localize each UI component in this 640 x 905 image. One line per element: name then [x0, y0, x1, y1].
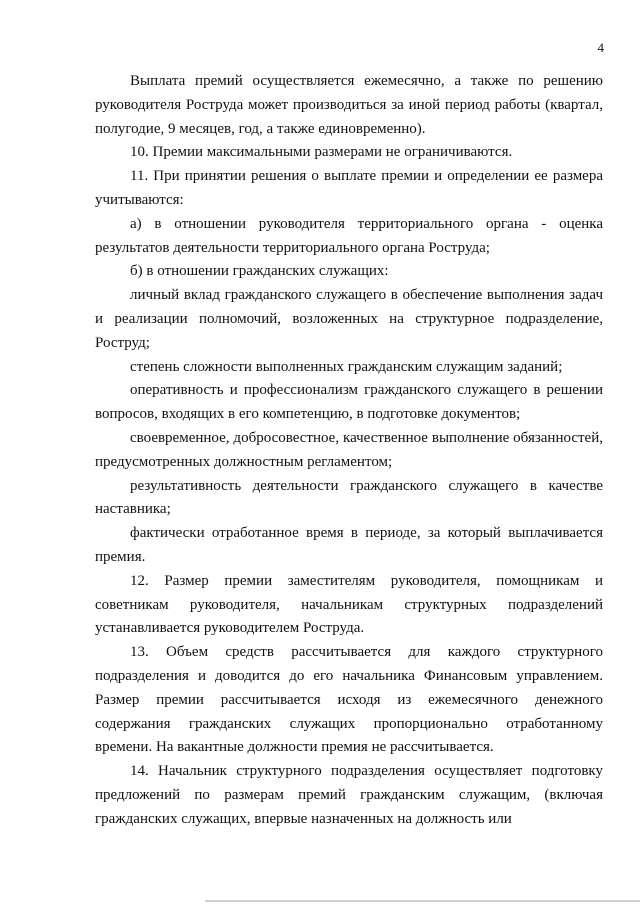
- criterion-personal-contribution: личный вклад гражданского служащего в обеспечение выполнения задач и реализации полномочий, возложенных на структурное подразделение, Роструд;: [95, 287, 603, 351]
- criterion-timeliness: своевременное, добросовестное, качественное выполнение обязанностей, предусмотренных должностным регламентом;: [95, 429, 603, 470]
- criterion-worked-time: фактически отработанное время в периоде, за который выплачивается премия.: [95, 525, 603, 565]
- paragraph-bonus-payment: Выплата премий осуществляется ежемесячно, а также по решению руководителя Роструда может производиться за иной период работы (квартал, полугодие, 9 месяцев, год, а также единовременно).: [95, 73, 603, 137]
- criterion-mentoring: результативность деятельности гражданского служащего в качестве наставника;: [95, 477, 603, 518]
- paragraph-11b: б) в отношении гражданских служащих:: [130, 263, 389, 280]
- paragraph-11: 11. При принятии решения о выплате премии и определении ее размера учитываются:: [95, 168, 603, 208]
- scan-edge-line: [205, 900, 640, 902]
- paragraph-12: 12. Размер премии заместителям руководителя, помощникам и советникам руководителя, начальникам структурных подразделений устанавливается руководителем Роструда.: [95, 572, 603, 637]
- criterion-efficiency: оперативность и профессионализм гражданского служащего в решении вопросов, входящих в его компетенцию, в подготовке документов;: [95, 382, 603, 423]
- document-body: [95, 70, 603, 832]
- page-number: 4: [597, 40, 604, 55]
- paragraph-11a: а) в отношении руководителя территориального органа - оценка результатов деятельности территориального органа Роструда;: [95, 215, 603, 256]
- paragraph-10: 10. Премии максимальными размерами не ограничиваются.: [130, 144, 513, 161]
- paragraph-13: 13. Объем средств рассчитывается для каждого структурного подразделения и доводится до его начальника Финансовым управлением. Размер премии рассчитывается исходя из ежемесячного денежного содержания гражданских служащих пропорционально отработанному времени. На вакантные должности премия не рассчитывается.: [95, 644, 603, 756]
- criterion-complexity: степень сложности выполненных гражданским служащим заданий;: [130, 358, 563, 375]
- paragraph-14: 14. Начальник структурного подразделения осуществляет подготовку предложений по размерам премий гражданским служащим, (включая гражданских служащих, впервые назначенных на должность или: [95, 763, 603, 827]
